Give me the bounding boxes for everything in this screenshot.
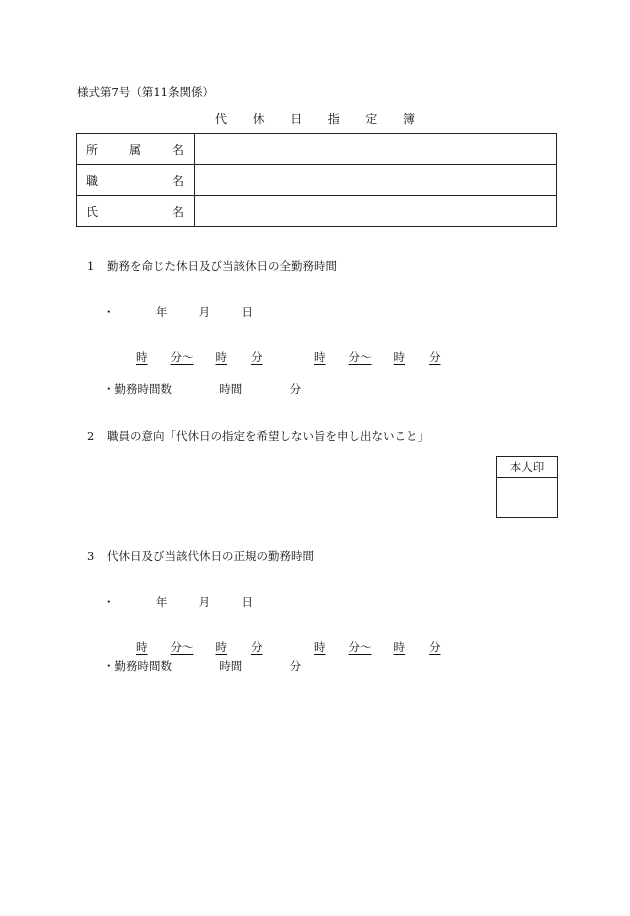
minute-from-label: 分〜 <box>170 640 194 654</box>
section1-work-hours-line <box>103 381 301 397</box>
section-heading-text: 勤務を命じた休日及び当該休日の全勤務時間 <box>107 259 337 273</box>
section1-time-range-1 <box>111 349 265 365</box>
table-row <box>77 196 557 227</box>
name-value-field[interactable] <box>195 196 557 227</box>
month-label: 月 <box>198 595 211 609</box>
affiliation-label-cell <box>77 134 195 165</box>
table-row <box>77 134 557 165</box>
title-char: 定 <box>365 112 378 126</box>
document-title <box>215 110 415 127</box>
year-label: 年 <box>155 305 168 319</box>
minute-label: 分 <box>251 640 263 654</box>
day-label: 日 <box>241 595 253 609</box>
job-title-label-cell <box>77 165 195 196</box>
label-char: 名 <box>171 142 184 157</box>
work-hours-label: ・勤務時間数 <box>103 382 172 396</box>
label-char: 所 <box>86 142 99 157</box>
job-title-value-field[interactable] <box>195 165 557 196</box>
minute-label: 分 <box>429 640 441 654</box>
label-char: 名 <box>171 204 184 219</box>
title-char: 簿 <box>402 112 415 126</box>
hour-label: 時 <box>314 640 326 654</box>
section-number: 1 <box>87 259 95 273</box>
label-char: 氏 <box>86 204 99 219</box>
section1-time-range-2 <box>289 349 443 365</box>
title-char: 指 <box>327 112 340 126</box>
section3-heading <box>87 548 314 564</box>
title-char: 休 <box>252 112 265 126</box>
minute-from-label: 分〜 <box>348 350 372 364</box>
year-label: 年 <box>155 595 168 609</box>
section1-heading <box>87 258 337 274</box>
form-number: 様式第7号（第11条関係） <box>77 85 214 99</box>
hours-label: 時間 <box>219 382 243 396</box>
label-char: 名 <box>171 173 184 188</box>
section3-date-line <box>103 594 253 610</box>
section-number: 2 <box>87 429 95 443</box>
minute-label: 分 <box>429 350 441 364</box>
work-hours-label: ・勤務時間数 <box>103 659 172 673</box>
minutes-label: 分 <box>289 382 302 396</box>
section3-time-range-1 <box>111 639 265 655</box>
hour-label: 時 <box>136 640 148 654</box>
section3-time-range-2 <box>289 639 443 655</box>
month-label: 月 <box>198 305 211 319</box>
hour-label: 時 <box>314 350 326 364</box>
employee-info-table <box>76 133 557 227</box>
section1-date-line <box>103 304 253 320</box>
hour-label: 時 <box>393 350 405 364</box>
minutes-label: 分 <box>289 659 302 673</box>
personal-seal-label: 本人印 <box>497 457 557 478</box>
title-char: 日 <box>290 112 303 126</box>
day-label: 日 <box>241 305 253 319</box>
title-char: 代 <box>215 112 228 126</box>
hour-label: 時 <box>215 640 227 654</box>
name-label-cell <box>77 196 195 227</box>
section2-heading <box>87 428 429 444</box>
hour-label: 時 <box>215 350 227 364</box>
minute-from-label: 分〜 <box>348 640 372 654</box>
bullet: ・ <box>103 305 115 319</box>
table-row <box>77 165 557 196</box>
section-number: 3 <box>87 549 95 563</box>
minute-from-label: 分〜 <box>170 350 194 364</box>
bullet: ・ <box>103 595 115 609</box>
minute-label: 分 <box>251 350 263 364</box>
affiliation-value-field[interactable] <box>195 134 557 165</box>
personal-seal-box[interactable] <box>496 456 558 518</box>
section-heading-text: 代休日及び当該代休日の正規の勤務時間 <box>107 549 314 563</box>
hour-label: 時 <box>136 350 148 364</box>
hours-label: 時間 <box>219 659 243 673</box>
label-char: 属 <box>128 142 141 157</box>
label-char: 職 <box>86 173 99 188</box>
hour-label: 時 <box>393 640 405 654</box>
section3-work-hours-line <box>103 658 301 674</box>
section-heading-text: 職員の意向「代休日の指定を希望しない旨を申し出ないこと」 <box>107 429 429 443</box>
